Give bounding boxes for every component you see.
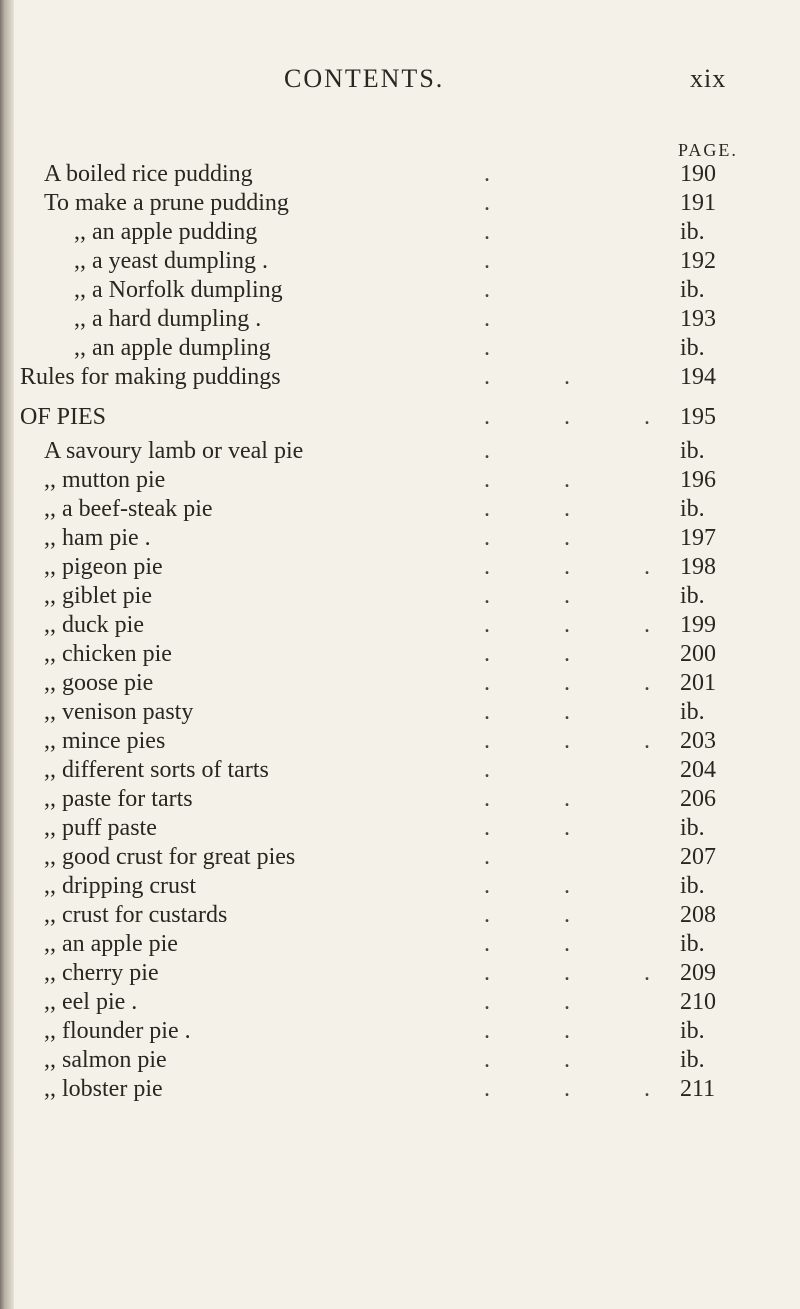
entry-title: ,, chicken pie	[44, 641, 172, 667]
entry-page-number: 190	[680, 161, 716, 187]
leader-dots: . .	[484, 525, 604, 551]
contents-entry	[14, 698, 800, 726]
entry-title: ,, cherry pie	[44, 960, 159, 986]
contents-entry	[14, 247, 800, 275]
contents-entry	[14, 582, 800, 610]
contents-entry	[14, 785, 800, 813]
entry-page-number: 210	[680, 989, 716, 1015]
leader-dots: .	[484, 844, 524, 870]
leader-dots: . .	[484, 467, 604, 493]
entry-page-number: 196	[680, 467, 716, 493]
contents-entry	[14, 334, 800, 362]
contents-entry	[14, 160, 800, 188]
leader-dots: .	[484, 757, 524, 783]
entry-title: ,, a yeast dumpling .	[74, 248, 268, 274]
leader-dots: . .	[484, 815, 604, 841]
page-number: xix	[690, 64, 727, 93]
entry-title: ,, dripping crust	[44, 873, 196, 899]
entry-page-number: ib.	[680, 583, 705, 609]
entry-page-number: 207	[680, 844, 716, 870]
entry-title: ,, flounder pie .	[44, 1018, 191, 1044]
entry-page-number: ib.	[680, 496, 705, 522]
entry-page-number: ib.	[680, 438, 705, 464]
entry-title: ,, mutton pie	[44, 467, 166, 493]
leader-dots: .	[484, 190, 524, 216]
entry-page-number: 203	[680, 728, 716, 754]
entry-title: ,, different sorts of tarts	[44, 757, 269, 783]
leader-dots: . .	[484, 583, 604, 609]
entry-title: ,, puff paste	[44, 815, 157, 841]
entry-title: ,, an apple dumpling	[74, 335, 271, 361]
book-page	[14, 0, 800, 1309]
entry-title: ,, a Norfolk dumpling	[74, 277, 283, 303]
entry-title: To make a prune pudding	[44, 190, 289, 216]
entry-title: ,, giblet pie	[44, 583, 152, 609]
entry-title: ,, eel pie .	[44, 989, 138, 1015]
leader-dots: . . .	[484, 670, 684, 696]
leader-dots: . .	[484, 641, 604, 667]
entry-title: A boiled rice pudding	[44, 161, 253, 187]
book-spine-shadow	[0, 0, 14, 1309]
entry-page-number: 193	[680, 306, 716, 332]
entry-page-number: ib.	[680, 219, 705, 245]
entry-title: ,, salmon pie	[44, 1047, 167, 1073]
contents-entry	[14, 553, 800, 581]
entry-page-number: 204	[680, 757, 716, 783]
leader-dots: . . .	[484, 960, 684, 986]
entry-page-number: 191	[680, 190, 716, 216]
entry-page-number: ib.	[680, 335, 705, 361]
entry-page-number: ib.	[680, 1047, 705, 1073]
contents-entry	[14, 1017, 800, 1045]
entry-title: Rules for making puddings	[20, 364, 281, 390]
leader-dots: . .	[484, 1018, 604, 1044]
entry-title: ,, a beef-steak pie	[44, 496, 213, 522]
contents-entry	[14, 959, 800, 987]
contents-entry	[14, 872, 800, 900]
entry-page-number: 197	[680, 525, 716, 551]
contents-entry	[14, 403, 800, 431]
contents-entry	[14, 276, 800, 304]
entry-title: ,, goose pie	[44, 670, 154, 696]
leader-dots: .	[484, 219, 524, 245]
entry-page-number: ib.	[680, 277, 705, 303]
entry-title: ,, venison pasty	[44, 699, 194, 725]
contents-entry	[14, 814, 800, 842]
entry-title: ,, a hard dumpling .	[74, 306, 262, 332]
entry-title: ,, duck pie	[44, 612, 144, 638]
contents-entry	[14, 495, 800, 523]
entry-title: ,, lobster pie	[44, 1076, 163, 1102]
contents-entry	[14, 218, 800, 246]
leader-dots: . .	[484, 902, 604, 928]
contents-entry	[14, 930, 800, 958]
leader-dots: .	[484, 306, 524, 332]
page-header	[14, 60, 800, 100]
leader-dots: .	[484, 277, 524, 303]
contents-entry	[14, 437, 800, 465]
leader-dots: . . .	[484, 404, 684, 430]
entry-page-number: 208	[680, 902, 716, 928]
entry-title: OF PIES	[20, 404, 107, 430]
contents-entry	[14, 363, 800, 391]
leader-dots: .	[484, 161, 524, 187]
entry-page-number: ib.	[680, 699, 705, 725]
contents-entry	[14, 640, 800, 668]
contents-entry	[14, 611, 800, 639]
entry-title: ,, an apple pudding	[74, 219, 258, 245]
contents-entry	[14, 189, 800, 217]
page-column-heading: PAGE.	[678, 140, 738, 160]
contents-entry	[14, 843, 800, 871]
leader-dots: . .	[484, 699, 604, 725]
leader-dots: . . .	[484, 554, 684, 580]
leader-dots: . .	[484, 496, 604, 522]
entry-title: A savoury lamb or veal pie	[44, 438, 304, 464]
leader-dots: . .	[484, 786, 604, 812]
leader-dots: .	[484, 438, 524, 464]
entry-title: ,, ham pie .	[44, 525, 151, 551]
leader-dots: . .	[484, 873, 604, 899]
leader-dots: . . .	[484, 1076, 684, 1102]
leader-dots: . .	[484, 989, 604, 1015]
leader-dots: .	[484, 248, 524, 274]
contents-entry	[14, 1075, 800, 1103]
entry-page-number: 198	[680, 554, 716, 580]
entry-page-number: ib.	[680, 931, 705, 957]
leader-dots: . .	[484, 1047, 604, 1073]
leader-dots: . . .	[484, 612, 684, 638]
contents-entry	[14, 1046, 800, 1074]
entry-page-number: 192	[680, 248, 716, 274]
entry-title: ,, mince pies	[44, 728, 166, 754]
entry-page-number: 206	[680, 786, 716, 812]
contents-entry	[14, 901, 800, 929]
entry-page-number: ib.	[680, 815, 705, 841]
entry-page-number: ib.	[680, 873, 705, 899]
contents-entry	[14, 727, 800, 755]
leader-dots: .	[484, 335, 524, 361]
entry-page-number: 199	[680, 612, 716, 638]
contents-entry	[14, 305, 800, 333]
entry-title: ,, an apple pie	[44, 931, 178, 957]
entry-page-number: 211	[680, 1076, 716, 1102]
entry-page-number: 209	[680, 960, 716, 986]
entry-title: ,, pigeon pie	[44, 554, 163, 580]
contents-entry	[14, 988, 800, 1016]
contents-entry	[14, 669, 800, 697]
entry-page-number: 194	[680, 364, 716, 390]
entry-page-number: ib.	[680, 1018, 705, 1044]
entry-page-number: 195	[680, 404, 716, 430]
contents-entry	[14, 524, 800, 552]
entry-page-number: 200	[680, 641, 716, 667]
entry-title: ,, paste for tarts	[44, 786, 193, 812]
entry-page-number: 201	[680, 670, 716, 696]
entry-title: ,, crust for custards	[44, 902, 228, 928]
leader-dots: . . .	[484, 728, 684, 754]
contents-entry	[14, 466, 800, 494]
running-title: CONTENTS.	[284, 64, 445, 93]
contents-entry	[14, 756, 800, 784]
leader-dots: . .	[484, 931, 604, 957]
entry-title: ,, good crust for great pies	[44, 844, 296, 870]
leader-dots: . .	[484, 364, 604, 390]
